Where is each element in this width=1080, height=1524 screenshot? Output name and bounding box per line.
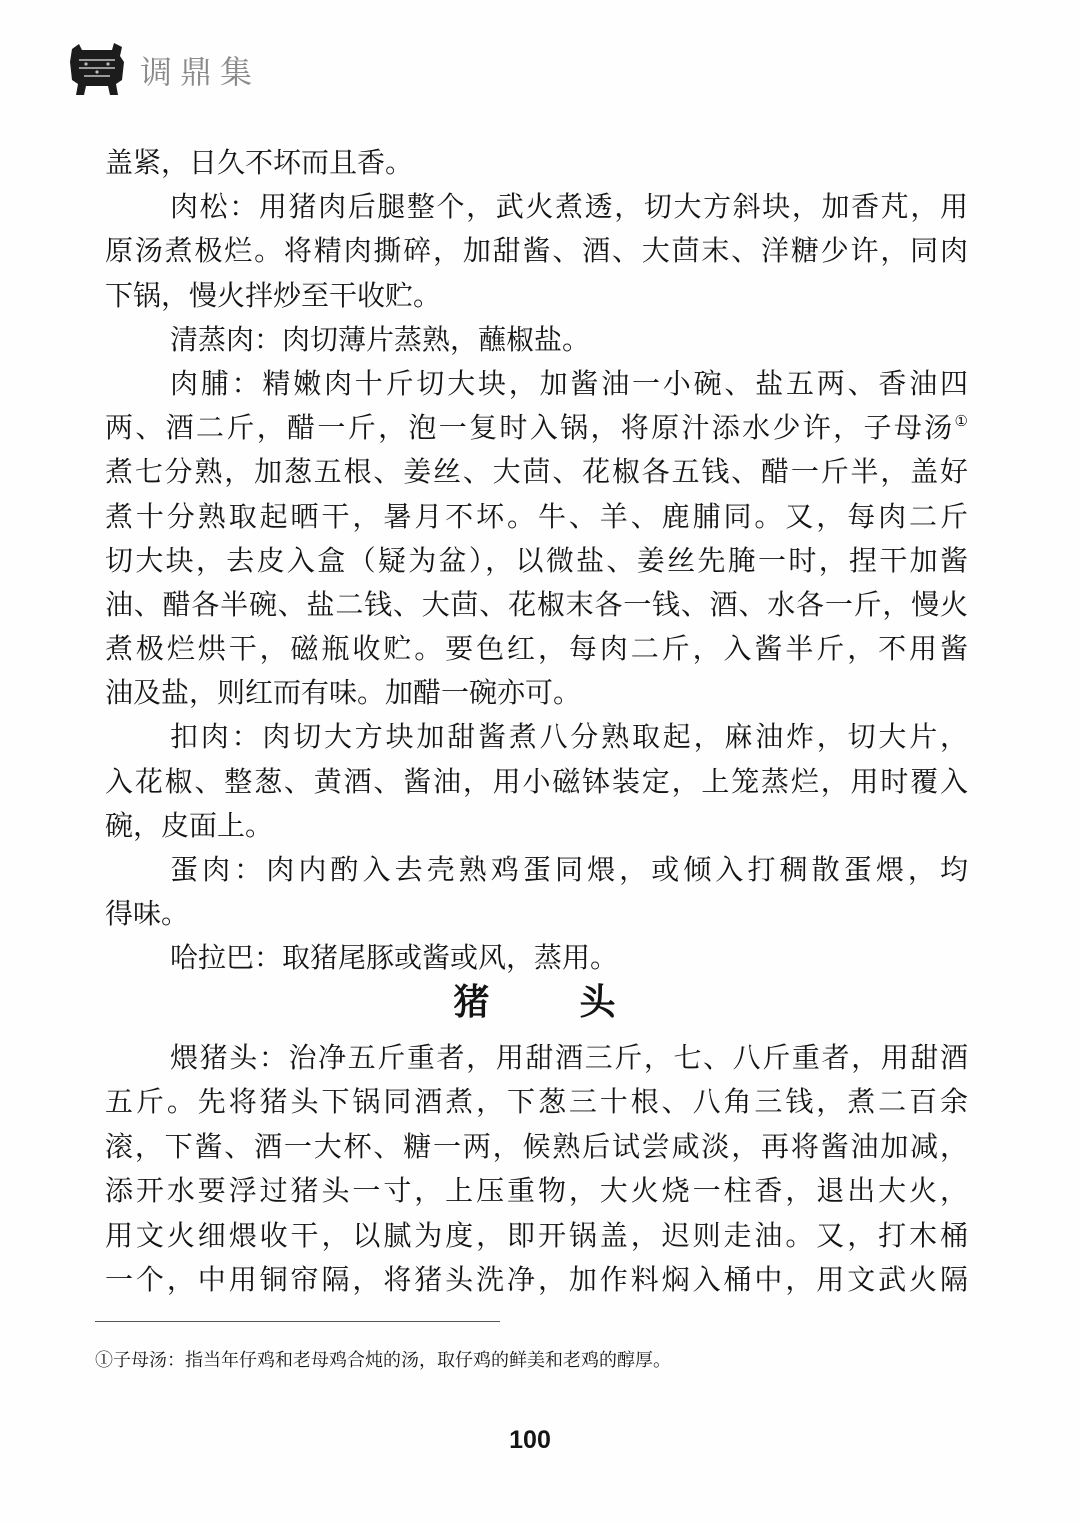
text-line: 一个，中用铜帘隔，将猪头洗净，加作料焖入桶中，用文武火隔 bbox=[105, 1262, 968, 1296]
text-line: 入花椒、整葱、黄酒、酱油，用小磁钵装定，上笼蒸烂，用时覆入 bbox=[105, 764, 968, 798]
footnote-text: 子母汤：指当年仔鸡和老母鸡合炖的汤，取仔鸡的鲜美和老鸡的醇厚。 bbox=[113, 1350, 671, 1371]
text-line: 碗，皮面上。 bbox=[105, 808, 274, 842]
text-line: 切大块，去皮入盒（疑为盆），以微盐、姜丝先腌一时，捏干加酱 bbox=[105, 543, 968, 577]
text-line-content: 两、酒二斤，醋一斤，泡一复时入锅，将原汁添水少许，子母汤 bbox=[105, 411, 955, 445]
text-block-pork bbox=[105, 141, 968, 981]
footnote bbox=[95, 1348, 671, 1374]
text-line: 用文火细煨收干，以腻为度，即开锅盖，迟则走油。又，打木桶 bbox=[105, 1218, 968, 1252]
page-number: 100 bbox=[509, 1426, 551, 1454]
section-heading: 猪 头 bbox=[453, 982, 643, 1023]
text-line: 油及盐，则红而有味。加醋一碗亦可。 bbox=[105, 676, 582, 710]
text-line: 滚，下酱、酒一大杯、糖一两，候熟后试尝咸淡，再将酱油加减， bbox=[105, 1129, 968, 1163]
text-block-pig-head bbox=[105, 1036, 968, 1302]
text-line: 煮极烂烘干，磁瓶收贮。要色红，每肉二斤，入酱半斤，不用酱 bbox=[105, 632, 968, 666]
text-line: 肉松：用猪肉后腿整个，武火煮透，切大方斜块，加香芃，用 bbox=[170, 190, 968, 224]
text-line: 煮七分熟，加葱五根、姜丝、大茴、花椒各五钱、醋一斤半，盖好 bbox=[105, 455, 968, 489]
footnote-divider bbox=[95, 1321, 500, 1322]
footnote-reference: ① bbox=[954, 412, 968, 431]
text-line: 得味。 bbox=[105, 897, 190, 931]
text-line: 油、醋各半碗、盐二钱、大茴、花椒末各一钱、酒、水各一斤，慢火 bbox=[105, 587, 968, 621]
ding-vessel-icon bbox=[66, 40, 128, 98]
footnote-marker: ① bbox=[95, 1350, 113, 1371]
text-line: 哈拉巴：取猪尾豚或酱或风，蒸用。 bbox=[170, 941, 619, 975]
text-line: 清蒸肉：肉切薄片蒸熟，蘸椒盐。 bbox=[170, 322, 591, 356]
text-line-with-footnote bbox=[105, 406, 968, 450]
text-line: 添开水要浮过猪头一寸，上压重物，大火烧一柱香，退出大火， bbox=[105, 1174, 968, 1208]
text-line: 原汤煮极烂。将精肉撕碎，加甜酱、酒、大茴末、洋糖少许，同肉 bbox=[105, 234, 968, 268]
text-line: 煨猪头：治净五斤重者，用甜酒三斤，七、八斤重者，用甜酒 bbox=[170, 1041, 968, 1074]
running-header-title: 调鼎集 bbox=[140, 53, 261, 91]
text-line: 蛋肉：肉内酌入去壳熟鸡蛋同煨，或倾入打稠散蛋煨，均 bbox=[170, 853, 968, 886]
text-line: 肉脯：精嫩肉十斤切大块，加酱油一小碗、盐五两、香油四 bbox=[170, 366, 968, 400]
text-line: 五斤。先将猪头下锅同酒煮，下葱三十根、八角三钱，煮二百余 bbox=[105, 1085, 968, 1119]
text-line: 煮十分熟取起晒干，暑月不坏。牛、羊、鹿脯同。又，每肉二斤 bbox=[105, 499, 968, 533]
text-line: 盖紧，日久不坏而且香。 bbox=[105, 146, 414, 179]
text-line: 扣肉：肉切大方块加甜酱煮八分熟取起，麻油炸，切大片， bbox=[170, 720, 968, 754]
text-line: 下锅，慢火拌炒至干收贮。 bbox=[105, 278, 442, 312]
